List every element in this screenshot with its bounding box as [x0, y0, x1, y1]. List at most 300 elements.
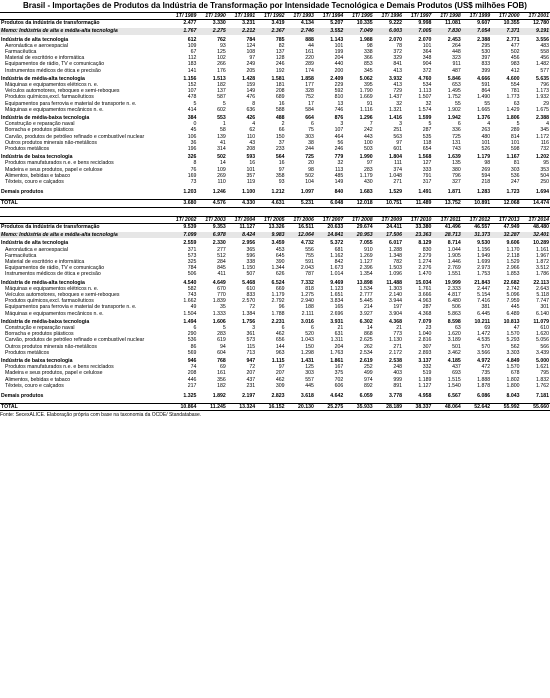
value-cell: 5 [222, 100, 226, 107]
value-cell: 462 [275, 376, 285, 383]
value-cell: 946 [187, 357, 197, 364]
value-cell: 3.666 [418, 291, 432, 298]
value-cell: 1.529 [389, 189, 402, 196]
value-cell: 413 [393, 82, 402, 89]
value-cell: 1.694 [536, 189, 549, 196]
value-cell: 1.574 [418, 106, 432, 113]
value-cell: 214 [363, 304, 373, 311]
value-cell: 1.288 [389, 246, 402, 253]
value-cell: 13.324 [227, 404, 256, 411]
row-label: Carvão, produtos de petróleo refinado e combustível nuclear [5, 337, 145, 344]
value-cell: 833 [246, 291, 256, 298]
value-cell: 1.723 [506, 189, 520, 196]
year-header: 1T/ 2006 [286, 216, 315, 223]
value-cell: 4.817 [447, 291, 461, 298]
value-cell: 1 [222, 121, 226, 128]
value-cell: 249 [246, 61, 256, 68]
value-cell: 795 [540, 370, 549, 377]
value-cell: 32.401 [521, 232, 550, 238]
row-label: Memo: Indústria de alta e média-alta tecnologia [0, 232, 168, 238]
value-cell: 2.070 [389, 36, 402, 43]
value-cell: 58 [219, 127, 226, 134]
value-cell: 1.246 [212, 189, 226, 196]
value-cell: 2.777 [359, 291, 373, 298]
value-cell: 381 [481, 304, 491, 311]
value-cell: 1.143 [330, 36, 344, 43]
value-cell: 570 [481, 343, 491, 350]
value-cell: 63 [513, 100, 520, 107]
value-cell: 10.335 [356, 20, 373, 27]
value-cell: 22.682 [503, 279, 520, 286]
value-cell: 787 [305, 271, 314, 278]
value-cell: 453 [275, 246, 285, 253]
value-cell: 7.332 [300, 279, 314, 286]
value-cell: 208 [275, 88, 285, 95]
value-cell: 2.477 [183, 20, 197, 27]
row-label: Indústria de baixa tecnologia [1, 154, 73, 161]
value-cell: 1.429 [506, 106, 520, 113]
value-cell: 591 [305, 258, 314, 265]
value-cell: 2.769 [447, 265, 461, 272]
value-cell: 4.368 [418, 310, 432, 317]
value-cell: 4 [546, 121, 549, 128]
year-header-row [0, 216, 550, 223]
value-cell: 506 [187, 271, 197, 278]
value-cell: 8.129 [418, 240, 432, 247]
value-cell: 0 [193, 121, 197, 128]
value-cell: 366 [363, 55, 373, 62]
value-cell: 82 [278, 42, 285, 49]
value-cell: 557 [305, 376, 314, 383]
value-cell: 3.512 [536, 265, 549, 272]
value-cell: 445 [510, 304, 520, 311]
value-cell: 2.816 [418, 337, 432, 344]
year-header: 1T/ 1991 [227, 13, 256, 20]
value-cell: 11.081 [445, 20, 461, 27]
value-cell: 7 [369, 121, 373, 128]
value-cell: 4.958 [418, 392, 432, 399]
value-cell: 1.669 [359, 94, 373, 101]
value-cell: 626 [275, 271, 285, 278]
value-cell: 1.507 [418, 94, 432, 101]
value-cell: 1.127 [359, 258, 373, 265]
row-label: Indústria de média-baixa tecnologia [1, 318, 90, 325]
value-cell: 713 [246, 349, 256, 356]
value-cell: 563 [393, 133, 402, 140]
value-cell: 390 [275, 258, 285, 265]
value-cell: 5 [428, 121, 432, 128]
value-cell: 1.662 [183, 298, 197, 305]
value-cell: 1.529 [506, 258, 520, 265]
row-label: Equipamentos de rádio, TV e comunicação [5, 265, 105, 272]
year-header: 1T/ 2000 [491, 13, 520, 20]
value-cell: 619 [217, 337, 226, 344]
value-cell: 149 [334, 179, 344, 186]
value-cell: 1.832 [536, 376, 549, 383]
value-cell: 314 [217, 146, 226, 153]
value-cell: 1.115 [271, 357, 285, 364]
value-cell: 1.804 [389, 154, 402, 161]
value-cell: 242 [363, 127, 373, 134]
value-cell: 601 [393, 146, 402, 153]
value-cell: 553 [217, 115, 226, 122]
value-cell: 5.635 [536, 75, 549, 82]
value-cell: 3.927 [359, 310, 373, 317]
value-cell: 1.446 [447, 258, 461, 265]
value-cell: 456 [540, 55, 549, 62]
row-label: Borracha e produtos plásticos [5, 331, 74, 338]
value-cell: 1.651 [330, 291, 344, 298]
row-label: Demais produtos [1, 392, 44, 399]
value-cell: 2.538 [389, 357, 402, 364]
value-cell: 101 [246, 166, 256, 173]
value-cell: 840 [334, 189, 344, 196]
value-cell: 746 [334, 106, 344, 113]
value-cell: 654 [422, 146, 432, 153]
value-cell: 2.333 [447, 285, 461, 292]
value-cell: 1.513 [212, 75, 226, 82]
value-cell: 218 [481, 179, 491, 186]
value-cell: 45 [190, 127, 197, 134]
value-cell: 16.152 [256, 404, 285, 411]
header-blank-cell [0, 216, 168, 223]
value-cell: 161 [305, 49, 314, 56]
value-cell: 31.373 [462, 232, 491, 238]
value-cell: 97 [278, 364, 285, 371]
row-label: Construção e reparação naval [5, 324, 75, 331]
value-cell: 1.321 [389, 106, 402, 113]
value-cell: 358 [275, 172, 285, 179]
value-cell: 1.172 [536, 133, 549, 140]
row-label: Farmacêutica [5, 49, 37, 56]
value-cell: 284 [217, 258, 226, 265]
value-cell: 208 [187, 370, 197, 377]
source-note: Fonte: SecexALICE. Elaboração própria com base na taxonomia da OCDE/ Standatabase. [0, 412, 202, 419]
value-cell: 6 [193, 324, 197, 331]
value-cell: 21 [396, 324, 402, 331]
value-cell: 2.388 [536, 115, 549, 122]
value-cell: 5.468 [242, 279, 256, 286]
value-cell: 1.170 [506, 246, 520, 253]
row-label: Material de escritório e informática [5, 258, 85, 265]
value-cell: 602 [217, 106, 226, 113]
value-cell: 2.447 [477, 285, 491, 292]
value-cell: 4.368 [389, 318, 402, 325]
value-cell: 4.760 [418, 75, 432, 82]
row-label: Instrumentos médicos de ótica e precisão [5, 271, 101, 278]
value-cell: 207 [275, 370, 285, 377]
value-cell: 1.620 [447, 331, 461, 338]
value-cell: 4.972 [477, 357, 491, 364]
value-cell: 28.189 [374, 404, 403, 411]
value-cell: 487 [452, 67, 461, 74]
value-cell: 104 [305, 179, 314, 186]
value-cell: 137 [275, 49, 285, 56]
value-cell: 4.185 [447, 357, 461, 364]
value-cell: 456 [510, 55, 520, 62]
value-cell: 606 [334, 382, 344, 389]
value-cell: 395 [363, 82, 373, 89]
row-label: Máquinas e equipamentos elétricos n. e. [5, 285, 99, 292]
value-cell: 1.902 [447, 106, 461, 113]
value-cell: 1.905 [447, 252, 461, 259]
value-cell: 11.489 [403, 200, 432, 207]
value-cell: 1.100 [242, 189, 256, 196]
value-cell: 1.179 [359, 172, 373, 179]
year-header: 1T/ 1994 [315, 13, 344, 20]
value-cell: 264 [452, 42, 461, 49]
row-label: Equipamentos para ferrovia e material de transporte n. e. [5, 304, 137, 311]
value-cell: 1.788 [271, 310, 285, 317]
value-cell: 3.303 [506, 349, 520, 356]
value-cell: 2.643 [536, 285, 549, 292]
year-header: 1T/ 2004 [227, 216, 256, 223]
year-header: 1T/ 1993 [286, 13, 315, 20]
value-cell: 526 [481, 146, 491, 153]
row-label: Aeronáutica e aeroespacial [5, 42, 68, 49]
year-header: 1T/ 2008 [344, 216, 373, 223]
value-cell: 97 [366, 160, 373, 167]
value-cell: 11.488 [386, 279, 402, 286]
value-cell: 7.099 [168, 232, 197, 238]
value-cell: 76 [190, 166, 197, 173]
value-cell: 2.792 [271, 298, 285, 305]
value-cell: 11.245 [197, 404, 226, 411]
value-cell: 9.530 [477, 240, 491, 247]
value-cell: 2.111 [301, 310, 314, 317]
value-cell: 21.843 [474, 279, 491, 286]
value-cell: 204 [334, 343, 344, 350]
value-cell: 554 [510, 82, 520, 89]
value-cell: 7.747 [536, 298, 549, 305]
value-cell: 1.753 [477, 271, 491, 278]
value-cell: 69 [484, 324, 491, 331]
value-cell: 1.763 [330, 349, 344, 356]
value-cell: 55 [484, 100, 491, 107]
value-cell: 125 [217, 49, 226, 56]
row-label: Têxteis, couro e calçados [5, 179, 64, 186]
value-cell: 125 [305, 364, 314, 371]
value-cell: 1.675 [536, 106, 549, 113]
value-cell: 2.388 [477, 36, 491, 43]
value-cell: 3.189 [447, 337, 461, 344]
value-cell: 289 [510, 127, 520, 134]
year-header: 1T/ 1992 [256, 13, 285, 20]
value-cell: 4.666 [477, 75, 491, 82]
value-cell: 464 [334, 133, 344, 140]
value-cell: 101 [422, 42, 432, 49]
value-cell: 303 [305, 133, 314, 140]
value-cell: 1.871 [447, 189, 461, 196]
year-header: 1T/ 2011 [432, 216, 461, 223]
value-cell: 86 [190, 343, 197, 350]
value-cell: 669 [275, 285, 285, 292]
value-cell: 2.559 [183, 240, 197, 247]
row-label: Aeronáutica e aeroespacial [5, 246, 68, 253]
value-cell: 74 [190, 364, 197, 371]
value-cell: 743 [187, 291, 197, 298]
value-cell: 5.154 [477, 291, 491, 298]
value-cell: 41 [219, 139, 226, 146]
value-cell: 462 [275, 331, 285, 338]
value-cell: 1.515 [447, 376, 461, 383]
value-cell: 833 [481, 61, 491, 68]
value-cell: 591 [481, 82, 491, 89]
value-cell: 10.289 [533, 240, 549, 247]
value-cell: 503 [363, 146, 373, 153]
value-cell: 28.713 [432, 232, 461, 238]
table-spacer [0, 208, 550, 216]
value-cell: 6 [310, 121, 314, 128]
value-cell: 631 [334, 331, 344, 338]
year-header: 1T/ 2009 [374, 216, 403, 223]
value-cell: 1.761 [418, 285, 432, 292]
row-label: Produtos manufaturados n.e. e bens reciclados [5, 364, 114, 371]
value-cell: 1.534 [359, 285, 373, 292]
value-cell: 3.932 [389, 75, 402, 82]
value-cell: 1.167 [506, 154, 520, 161]
value-cell: 3.016 [300, 318, 314, 325]
row-label: Indústria de média-alta tecnologia [1, 75, 85, 82]
value-cell: 199 [334, 49, 344, 56]
value-cell: 1.988 [359, 36, 373, 43]
value-cell: 1.490 [477, 94, 491, 101]
value-cell: 1.376 [477, 115, 491, 122]
value-cell: 374 [393, 166, 402, 173]
value-cell: 5.118 [536, 291, 549, 298]
row-label: Têxteis, couro e calçados [5, 382, 64, 389]
value-cell: 6.524 [271, 279, 285, 286]
value-cell: 2.940 [300, 298, 314, 305]
row-label: Outros produtos minerais não-metálicos [5, 343, 97, 350]
value-cell: 610 [246, 285, 256, 292]
value-cell: 248 [393, 364, 402, 371]
value-cell: 1.040 [418, 331, 432, 338]
value-cell: 29.674 [356, 223, 373, 230]
value-cell: 107 [187, 88, 197, 95]
value-cell: 656 [275, 337, 285, 344]
value-cell: 1.494 [183, 318, 197, 325]
value-cell: 1.620 [536, 331, 549, 338]
value-cell: 23.363 [403, 232, 432, 238]
value-cell: 4.134 [300, 20, 314, 27]
value-cell: 63 [454, 324, 461, 331]
value-cell: 7.959 [506, 298, 520, 305]
value-cell: 2.409 [330, 75, 344, 82]
value-cell: 888 [305, 36, 314, 43]
value-cell: 963 [275, 349, 285, 356]
value-cell: 8.714 [447, 240, 461, 247]
value-cell: 332 [422, 364, 432, 371]
value-cell: 4.600 [506, 75, 520, 82]
row-label: Demais produtos [1, 189, 44, 196]
value-cell: 328 [305, 88, 314, 95]
value-cell: 9.606 [506, 240, 520, 247]
value-cell: 1.540 [447, 382, 461, 389]
value-cell: 1.048 [389, 172, 402, 179]
value-cell: 1.384 [242, 310, 256, 317]
value-cell: 596 [246, 252, 256, 259]
value-cell: 4.732 [300, 240, 314, 247]
value-cell: 480 [481, 133, 491, 140]
value-cell: 1.127 [418, 382, 432, 389]
value-cell: 681 [334, 246, 344, 253]
value-cell: 1.504 [183, 310, 197, 317]
value-cell: 1.130 [389, 337, 402, 344]
value-cell: 3.618 [300, 392, 314, 399]
value-cell: 67 [190, 49, 197, 56]
row-label: Madeira e seus produtos, papel e celulose [5, 370, 103, 377]
value-cell: 375 [334, 370, 344, 377]
value-cell: 5 [516, 121, 520, 128]
value-cell: 6 [281, 324, 285, 331]
value-cell: 2.275 [197, 28, 226, 34]
value-cell: 365 [246, 246, 256, 253]
value-cell: 6.302 [359, 318, 373, 325]
value-cell: 109 [217, 166, 226, 173]
year-header-row [0, 13, 550, 20]
value-cell: 1.621 [536, 364, 549, 371]
value-cell: 892 [363, 382, 373, 389]
value-cell: 20 [308, 160, 314, 167]
value-cell: 562 [510, 343, 520, 350]
value-cell: 11.127 [239, 223, 256, 230]
value-cell: 48.064 [432, 404, 461, 411]
value-cell: 535 [422, 133, 432, 140]
value-cell: 1.203 [183, 189, 197, 196]
value-cell: 1.806 [506, 115, 520, 122]
value-cell: 205 [246, 67, 256, 74]
row-label: Indústria de alta tecnologia [1, 36, 69, 43]
year-header: 1T/ 1999 [462, 13, 491, 20]
value-cell: 14.474 [521, 200, 550, 207]
value-cell: 107 [334, 127, 344, 134]
value-cell: 93 [219, 42, 226, 49]
value-cell: 411 [217, 271, 226, 278]
value-cell: 752 [305, 94, 314, 101]
value-cell: 348 [422, 55, 432, 62]
value-cell: 598 [510, 146, 520, 153]
year-header: 1T/ 1998 [432, 13, 461, 20]
value-cell: 1.212 [271, 189, 285, 196]
row-label: Indústria de alta tecnologia [1, 240, 69, 247]
value-cell: 4.535 [477, 337, 491, 344]
value-cell: 587 [217, 94, 226, 101]
value-cell: 192 [275, 67, 285, 74]
value-cell: 1.767 [168, 28, 197, 34]
value-cell: 150 [305, 343, 314, 350]
value-cell: 1.303 [389, 285, 402, 292]
value-cell: 2.118 [506, 252, 520, 259]
value-cell: 1.990 [359, 154, 373, 161]
value-cell: 16 [249, 160, 256, 167]
row-label: Material de escritório e informática [5, 55, 85, 62]
value-cell: 573 [187, 252, 197, 259]
value-cell: 111 [394, 160, 402, 167]
value-cell: 14 [219, 160, 226, 167]
value-cell: 208 [246, 146, 256, 153]
value-cell: 144 [275, 343, 285, 350]
value-cell: 9.539 [183, 223, 197, 230]
value-cell: 755 [305, 252, 314, 259]
value-cell: 372 [422, 67, 432, 74]
value-cell: 333 [422, 166, 432, 173]
value-cell: 384 [187, 115, 197, 122]
value-cell: 12.018 [344, 200, 373, 207]
value-cell: 93 [278, 179, 285, 186]
year-header: 1T/ 2005 [256, 216, 285, 223]
value-cell: 2.197 [242, 392, 256, 399]
